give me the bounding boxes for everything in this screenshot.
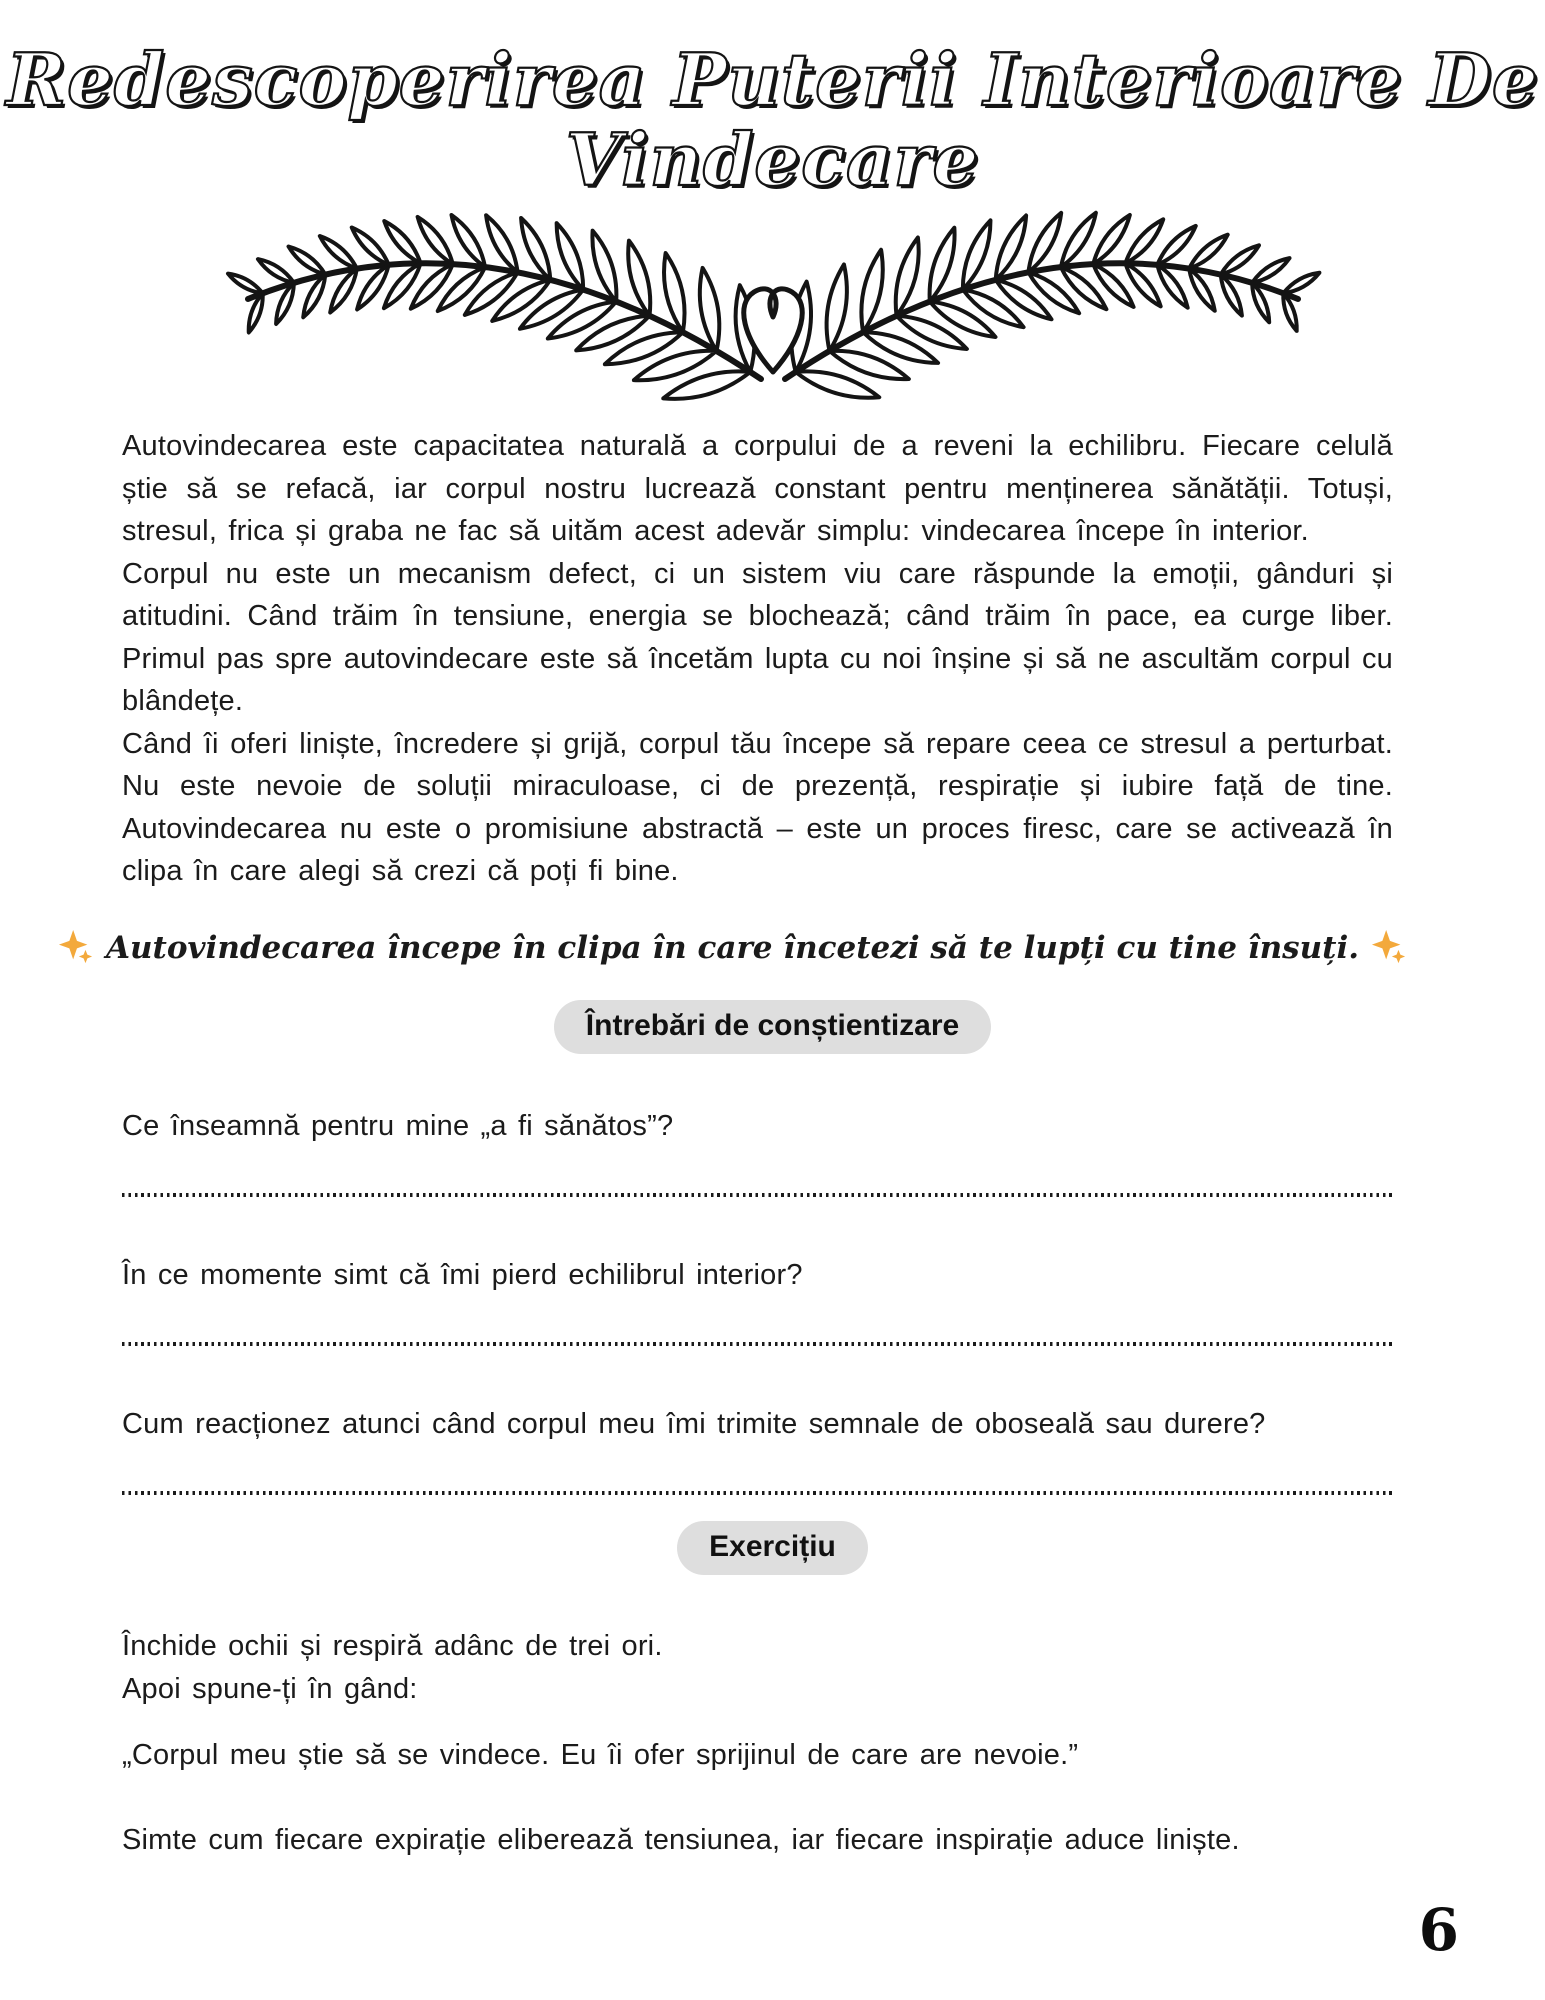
question-text: Cum reacționez atunci când corpul meu îmi trimite semnale de oboseală sau durere? xyxy=(122,1407,1266,1440)
exercise-closing: Simte cum fiecare expirație eliberează tensiunea, iar fiecare inspirație aduce liniște. xyxy=(122,1823,1240,1856)
sparkles-icon xyxy=(58,929,94,965)
intro-paragraph: Când îi oferi liniște, încredere și grijă, corpul tău începe să repare ceea ce stresul a perturbat. Nu este nevoie de soluții miraculoase, ci de prezență, respirație și iubire față de tine. Autovindecarea nu este o promisiune abstractă – este un proces firesc, care se activează în clipa în care alegi să crezi că poți fi bine. xyxy=(122,727,1393,887)
laurel-branch-left-icon xyxy=(226,212,761,407)
questions-section xyxy=(122,1110,1393,1495)
exercise-badge-row xyxy=(0,1521,1545,1575)
answer-line[interactable] xyxy=(122,1491,1393,1495)
page-title-line1: Redescoperirea Puterii Interioare De xyxy=(6,37,1539,122)
section-badge-exercise: Exercițiu xyxy=(677,1521,868,1575)
inspirational-quote-row xyxy=(0,929,1545,966)
exercise-section xyxy=(122,1625,1393,1857)
section-badge-questions: Întrebări de conștientizare xyxy=(554,1000,991,1054)
laurel-ornament xyxy=(0,204,1545,409)
page-title-line2: Vindecare xyxy=(565,117,980,202)
laurel-branches-icon xyxy=(233,204,1313,409)
intro-paragraph: Corpul nu este un mecanism defect, ci un sistem viu care răspunde la emoții, gânduri și atitudini. Când trăim în tensiune, energia se blochează; când trăim în pace, ea curge liber. Primul pas spre autovindecare este să încetăm lupta cu noi înșine și să ne ascultăm corpul cu blândețe. xyxy=(122,557,1393,717)
page-number: 6 xyxy=(1418,1896,1459,1964)
page-title xyxy=(0,0,1545,200)
exercise-affirmation: „Corpul meu știe să se vindece. Eu îi ofer sprijinul de care are nevoie.” xyxy=(122,1738,1079,1771)
answer-line[interactable] xyxy=(122,1342,1393,1346)
questions-badge-row xyxy=(0,1000,1545,1054)
laurel-branch-right-icon xyxy=(785,209,1321,405)
intro-text xyxy=(122,425,1393,893)
sparkles-icon xyxy=(1371,929,1407,965)
exercise-instruction: Închide ochii și respiră adânc de trei ori. xyxy=(122,1629,663,1662)
question-text: Ce înseamnă pentru mine „a fi sănătos”? xyxy=(122,1109,674,1142)
answer-line[interactable] xyxy=(122,1193,1393,1197)
intro-paragraph: Autovindecarea este capacitatea naturală a corpului de a reveni la echilibru. Fiecare celulă știe să se refacă, iar corpul nostru lucrează constant pentru menținerea sănătății. Totuși, stresul, frica și graba ne fac să uităm acest adevăr simplu: vindecarea începe în interior. xyxy=(122,430,1393,547)
exercise-instruction: Apoi spune-ți în gând: xyxy=(122,1672,418,1705)
inspirational-quote: Autovindecarea începe în clipa în care încetezi să te lupți cu tine însuți. xyxy=(105,929,1360,966)
question-text: În ce momente simt că îmi pierd echilibrul interior? xyxy=(122,1258,803,1291)
